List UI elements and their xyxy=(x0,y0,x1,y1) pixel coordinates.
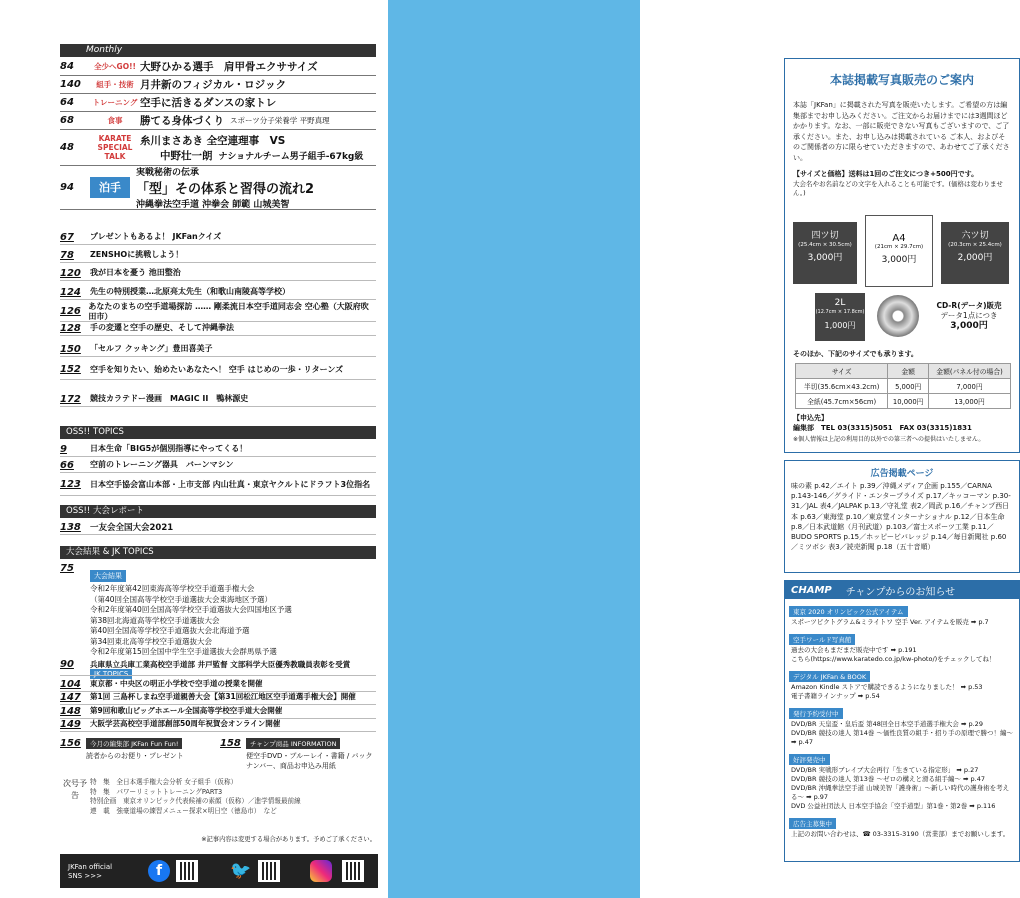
size-cdr: CD-R(データ)販売 データ1点につき 3,000円 xyxy=(936,301,1002,331)
page-number: 123 xyxy=(60,479,81,490)
report-title: 一友会全国大会2021 xyxy=(90,523,174,533)
monthly-row[interactable] xyxy=(60,94,376,112)
champ-section-label: 広告主募集中 xyxy=(789,818,836,829)
article-title: あなたのまちの空手道場探訪 …… 剛柔流日本空手道同志会 空心塾（大阪府吹田市） xyxy=(88,301,369,321)
champ-line[interactable]: 上記のお問い合わせは、☎ 03-3315-3190（営業部）までお願いします。 xyxy=(791,830,1010,838)
apply-note: ※個人情報は上記の利用目的以外での第三者への提供はいたしません。 xyxy=(793,436,985,443)
talk2-line xyxy=(160,148,363,163)
fun-box-title: チャンプ商品 INFORMATION xyxy=(246,738,340,749)
photo-sale-box xyxy=(784,58,1020,453)
result-line: 令和2年度第15回全国中学生空手道選抜大会群馬県予選 xyxy=(90,647,277,656)
page-number: 140 xyxy=(60,79,81,90)
list-item[interactable] xyxy=(60,342,376,357)
jk-topics-tag: JK TOPICS xyxy=(90,669,132,679)
table-cell: 5,000円 xyxy=(888,379,929,394)
report-header: OSS!! 大会レポート xyxy=(60,505,376,518)
list-item[interactable] xyxy=(60,321,376,336)
fun-box-body: 読者からのお便り・プレゼント xyxy=(86,752,184,760)
price-title: 【サイズと価格】送料は1回のご注文につき+500円です。 xyxy=(793,170,979,178)
next-item: 特 集 全日本選手権大会分析 女子組手（仮称） xyxy=(90,778,238,786)
category-tag: 泊手 xyxy=(90,177,130,198)
result-line: （第40回全国高等学校空手道選抜大会東海地区予選） xyxy=(90,594,273,604)
jk-topic-item[interactable] xyxy=(60,690,376,705)
list-item[interactable] xyxy=(60,248,376,263)
talk2-sub: ナショナルチーム男子組手-67kg級 xyxy=(218,151,364,162)
champ-box xyxy=(784,580,1020,862)
table-cell: 10,000円 xyxy=(888,394,929,409)
page-number: 150 xyxy=(60,343,81,355)
talk2-name: 中野壮一朗 xyxy=(160,149,213,162)
monthly-text xyxy=(140,113,224,128)
monthly-row[interactable] xyxy=(60,166,376,210)
article-title: 競技カラテドー漫画 MAGIC II 鴨林源史 xyxy=(90,394,249,403)
result-line: 第40回全国高等学校空手道選抜大会北海道予選 xyxy=(90,626,250,635)
table-cell: 7,000円 xyxy=(929,379,1011,394)
topic-item[interactable] xyxy=(60,474,376,496)
table-row xyxy=(796,394,1011,409)
table-row xyxy=(796,379,1011,394)
size-yotsugiri: 四ツ切 (25.4cm × 30.5cm) 3,000円 xyxy=(793,222,857,284)
table-header: サイズ xyxy=(796,364,888,379)
jk-title: 第9回和歌山ビッグホエール全国高等学校空手道大会開催 xyxy=(90,706,283,715)
list-item[interactable] xyxy=(60,302,376,322)
article-title: 先生の特別授業…北原亮太先生（和歌山南陵高等学校） xyxy=(90,287,290,296)
monthly-text xyxy=(140,77,286,92)
tomari-pre: 実戦秘術の伝承 xyxy=(136,168,200,178)
info-sidebar xyxy=(388,0,1013,898)
champ-line[interactable]: DVD/BR 実戦形ブレイブ大会再行「生きている指定形」 ➡ p.27 xyxy=(791,766,979,774)
list-item[interactable] xyxy=(60,392,376,407)
page-number: 68 xyxy=(60,115,74,126)
monthly-row[interactable] xyxy=(60,112,376,130)
page-number: 126 xyxy=(60,306,81,317)
champ-section-label: デジタル JKFan & BOOK xyxy=(789,671,870,682)
champ-line[interactable]: スポーツピクトグラム&ミライトワ 空手 Ver. アイテムを販売 ➡ p.7 xyxy=(791,618,989,626)
jk-topic-item[interactable] xyxy=(60,654,376,676)
champ-section-label: 発行予約受付中 xyxy=(789,708,843,719)
result-line: 令和2年度第42回東海高等学校空手道選手権大会 xyxy=(90,584,255,593)
table-cell: 全紙(45.7cm×56cm) xyxy=(796,394,888,409)
page-number: 75 xyxy=(60,563,74,574)
next-list xyxy=(90,778,301,816)
topic-title: 空前のトレーニング器具 バーンマシン xyxy=(90,460,234,469)
price-table xyxy=(795,363,1011,409)
page-number: 104 xyxy=(60,678,81,690)
disclaimer: ※記事内容は変更する場合があります。予めご了承ください。 xyxy=(201,836,376,843)
size-mutsugiri: 六ツ切 (20.3cm × 25.4cm) 2,000円 xyxy=(941,222,1009,284)
category-tag: 食事 xyxy=(107,116,123,125)
next-item: 連 載 強豪道場の練習メニュー探求×明日空（徳島市） など xyxy=(90,806,277,815)
champ-title: チャンプからのお知らせ xyxy=(845,586,956,598)
twitter-qr-code xyxy=(258,860,280,882)
fun-box-header xyxy=(220,738,376,749)
article-title: 月井新のフィジカル・ロジック xyxy=(140,79,287,91)
page-number: 156 xyxy=(60,738,81,749)
page-number: 120 xyxy=(60,267,81,279)
page-number: 84 xyxy=(60,61,74,72)
article-title: 糸川まさあき 全空連理事 VS xyxy=(140,134,286,147)
next-label: 次号予告 xyxy=(63,779,87,800)
page-number: 64 xyxy=(60,97,74,108)
fun-box-title: 今月の編集部 JKFan Fun Fun! xyxy=(86,738,182,749)
next-issue xyxy=(60,778,376,816)
monthly-text xyxy=(140,95,276,110)
result-line: 令和2年度第40回全国高等学校空手道選抜大会四国地区予選 xyxy=(90,605,292,614)
sns-label: JKFan official SNS >>> xyxy=(68,863,113,880)
instagram-qr-code xyxy=(342,860,364,882)
champ-section-label: 東京 2020 オリンピック公式アイテム xyxy=(789,606,908,617)
page-number: 48 xyxy=(60,142,74,153)
page-number: 124 xyxy=(60,286,81,298)
champ-section-label: 空手ワールド写真館 xyxy=(789,634,855,645)
page-number: 78 xyxy=(60,249,74,261)
page-number: 67 xyxy=(60,231,74,243)
champ-logo: CHAMP xyxy=(791,584,832,596)
page-number: 90 xyxy=(60,659,74,670)
photo-sale-body: 本誌「JKFan」に掲載された写真を販売いたします。ご希望の方は編集部までお申し込みください。ご注文からお届けまでには3週間ほどかかります。なお、一部に販売できない写真もございますので、ご了承ください。また、お申し込みは掲載されている ご本人、およびそのご関係者の方に限らせていただきますので、あわせてご了承ください。 xyxy=(793,101,1010,162)
article-sub: スポーツ分子栄養学 平野真理 xyxy=(230,116,330,125)
topic-item[interactable] xyxy=(60,442,376,457)
report-row[interactable] xyxy=(60,520,376,535)
article-title: プレゼントもあるよ！ JKFanクイズ xyxy=(90,232,222,241)
page-number: 152 xyxy=(60,364,81,375)
ads-box xyxy=(784,460,1020,573)
size-2l: 2L (12.7cm × 17.8cm) 1,000円 xyxy=(815,293,865,341)
article-title: 勝てる身体づくり xyxy=(140,115,224,127)
champ-line[interactable]: DVD/BR 競技の達人 第13巻 ～ゼロの構えと滑る組手編～ ➡ p.47 xyxy=(791,775,986,783)
twitter-icon[interactable]: 🐦 xyxy=(230,861,252,881)
jk-title: 兵庫県立兵庫工業高校空手道部 井戸監督 文部科学大臣優秀教職員表彰を受賞 xyxy=(90,659,351,669)
topics-header: OSS!! TOPICS xyxy=(60,426,376,439)
page-number: 158 xyxy=(220,738,241,749)
list-item[interactable] xyxy=(60,266,376,281)
article-title: 我が日本を憂う 池田整治 xyxy=(90,268,181,277)
sns-footer xyxy=(60,854,378,888)
article-sub: 沖縄拳法空手道 沖拳会 師範 山城美智 xyxy=(136,200,290,210)
table-cell: 13,000円 xyxy=(929,394,1011,409)
page-number: 66 xyxy=(60,459,74,471)
contents-column xyxy=(0,0,388,898)
article-title: 「セルフ クッキング」豊田喜美子 xyxy=(90,344,213,353)
champ-line[interactable]: こちら(https://www.karatedo.co.jp/kw-photo/)をチェックしてね！ xyxy=(791,655,996,663)
monthly-row[interactable] xyxy=(60,58,376,76)
champ-header xyxy=(785,581,1019,599)
category-tag: 組手・技術 xyxy=(96,80,134,89)
champ-line[interactable]: DVD 公益社団法人 日本空手協会「空手道型」第1巻・第2巻 ➡ p.116 xyxy=(791,802,996,810)
fun-box[interactable] xyxy=(60,738,216,761)
page-number: 9 xyxy=(60,443,67,455)
copyright: 空手道マガジン © チャンプ2021 本誌掲載の写真、図版および記事などの無断転載および コピー等の行為を禁じます。 xyxy=(854,28,1004,41)
champ-line[interactable]: Amazon Kindle ストアで購読できるようになりました！ ➡ p.53 xyxy=(791,683,983,691)
jkfan-logo: JKFan xyxy=(786,26,855,51)
list-item[interactable] xyxy=(60,285,376,300)
page-number: 149 xyxy=(60,718,81,730)
article-title: 「型」その体系と習得の流れ2 xyxy=(136,182,315,197)
facebook-icon[interactable]: f xyxy=(148,860,170,882)
apply-label: 【申込先】 xyxy=(793,414,828,422)
other-sizes: そのほか、下記のサイズでも承ります。 xyxy=(793,350,918,358)
article-title: 手の変遷と空手の歴史、そして沖縄拳法 xyxy=(90,323,234,332)
ads-title: 広告掲載ページ xyxy=(870,469,934,479)
results-tag: 大会結果 xyxy=(90,570,126,582)
champ-line[interactable]: 電子書籍ラインナップ ➡ p.54 xyxy=(791,692,880,700)
next-item: 特 集 パワーリミットトレーニングPART3 xyxy=(90,787,223,796)
champ-line[interactable]: DVD/BR 沖縄拳法空手道 山城美智「護身術」～新しい時代の護身術を考える～ ➡ p.97 xyxy=(791,784,1010,801)
result-line: 第34回東北高等学校空手道選抜大会 xyxy=(90,636,213,646)
fun-box-body: 便空手DVD・ブルーレイ・書籍 / バックナンバー、商品お申込み用紙 xyxy=(246,752,373,770)
table-header: 金額(パネル付の場合) xyxy=(929,364,1011,379)
results-lines xyxy=(90,584,292,658)
category-tag: トレーニング xyxy=(92,98,138,107)
article-title: ZENSHOに挑戦しよう！ xyxy=(90,250,184,259)
cd-icon xyxy=(877,295,919,337)
instagram-icon[interactable] xyxy=(310,860,332,882)
results-header: 大会結果 & JK TOPICS xyxy=(60,546,376,559)
topic-title: 日本生命「BIG5が個別指導にやってくる！ xyxy=(90,444,248,453)
next-item: 特別企画 東京オリンピック代表候補の素顔（仮称）／進学情報最前線 xyxy=(90,797,301,805)
fun-box-header xyxy=(60,738,216,749)
champ-line[interactable]: 過去の大会もまだまだ販売中です ➡ p.191 xyxy=(791,646,917,654)
jk-title: 第1回 三島杯しまね空手道親善大会【第31回松江地区空手道選手権大会】開催 xyxy=(90,692,356,701)
list-item[interactable] xyxy=(60,230,376,245)
page-number: 148 xyxy=(60,705,81,717)
monthly-text xyxy=(136,165,314,210)
monthly-row[interactable] xyxy=(60,130,376,166)
facebook-qr-code xyxy=(176,860,198,882)
article-title: 大野ひかる選手 肩甲骨エクササイズ xyxy=(140,61,318,73)
page-number: 172 xyxy=(60,393,81,405)
list-item[interactable] xyxy=(60,360,376,380)
apply-contact: 編集部 TEL 03(3315)5051 FAX 03(3315)1831 xyxy=(793,424,972,432)
article-title: 空手に活きるダンスの家トレ xyxy=(140,97,277,109)
photo-sale-title: 本誌掲載写真販売のご案内 xyxy=(829,73,974,87)
jk-topic-item[interactable] xyxy=(60,717,376,732)
category-tag: KARATE SPECIAL TALK xyxy=(97,134,133,161)
fun-box[interactable] xyxy=(220,738,376,771)
table-cell: 半切(35.6cm×43.2cm) xyxy=(796,379,888,394)
monthly-row[interactable] xyxy=(60,76,376,94)
topic-item[interactable] xyxy=(60,458,376,473)
jk-title: 東京都・中央区の明正小学校で空手道の授業を開催 xyxy=(90,679,263,688)
result-line: 第38回北海道高等学校空手道選抜大会 xyxy=(90,615,220,625)
jk-title: 大阪学芸高校空手道部創部50周年祝賀会オンライン開催 xyxy=(90,719,281,728)
monthly-text xyxy=(140,59,318,74)
champ-section-label: 好評発売中 xyxy=(789,754,830,765)
page-number: 138 xyxy=(60,521,81,533)
size-a4: A4 (21cm × 29.7cm) 3,000円 xyxy=(865,215,933,287)
page-number: 94 xyxy=(60,182,74,193)
ads-body: 味の素 p.42／エイト p.39／沖縄メディア企画 p.155／CARNA p.143-146／グライド・エンタープライズ p.17／キッコーマン p.30-31／JAL 表4／JALPAK p.13／守礼堂 表2／岡武 p.16／チャンプ西日本 p.63／東海堂 p.10／東京堂インターナショナル p.12／日本生命 p.8／日本武道館（月刊武道）p.103／富士スポーツ工業 p.11／BUDO SPORTS p.15／ホッピービバレッジ p.14／毎日新聞社 p.60／ミツボシ 表3／読売新聞 p.18（五十音順） xyxy=(791,482,1011,552)
page-number: 147 xyxy=(60,691,81,703)
topic-title: 日本空手協会富山本部・上市支部 内山壮真・東京ヤクルトにドラフト3位指名 xyxy=(90,479,371,489)
article-title: 空手を知りたい、始めたいあなたへ！ 空手 はじめの一歩・リターンズ xyxy=(90,364,344,374)
page-number: 128 xyxy=(60,322,81,334)
monthly-text xyxy=(140,133,363,163)
champ-sections xyxy=(785,599,1019,839)
champ-line[interactable]: DVD/BR 競技の達人 第14巻 ～価性良質の組手・招り手の原理で勝つ！編～ ➡ p.47 xyxy=(791,729,1013,746)
table-header: 金額 xyxy=(888,364,929,379)
category-tag: 全少へGO!! xyxy=(94,62,136,71)
monthly-header: Monthly xyxy=(60,44,376,57)
price-note: 大会名やお名前などの文字を入れることも可能です。(価格は変わりません。) xyxy=(793,179,1004,197)
champ-line[interactable]: DVD/BR 天皇盃・皇后盃 第48回全日本空手道選手権大会 ➡ p.29 xyxy=(791,720,983,728)
